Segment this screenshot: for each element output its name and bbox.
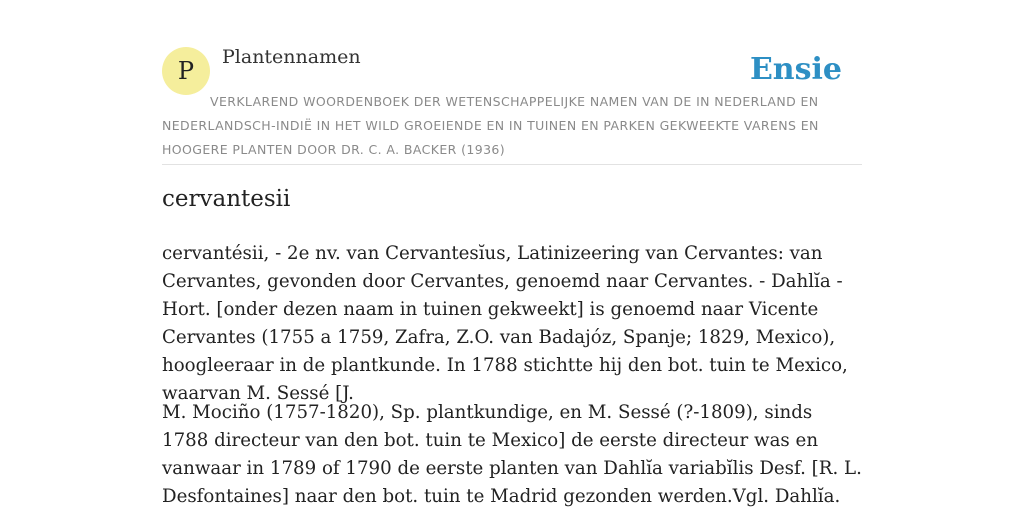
entry-headword: cervantesii xyxy=(162,186,291,212)
dictionary-name-link[interactable]: Plantennamen xyxy=(222,46,361,68)
dictionary-header xyxy=(162,0,862,165)
ensie-brand-link[interactable]: Ensie xyxy=(749,52,842,87)
page-container xyxy=(162,0,862,507)
entry-paragraph: M. Mociño (1757-1820), Sp. plantkundige, en M. Sessé (?-1809), sinds 1788 directeur van den bot. tuin te Mexico] de eerste directeur was en vanwaar in 1789 of 1790 de eerste planten van Dahlĭa variabĭlis Desf. [R. L. Desfontaines] naar den bot. tuin te Madrid gezonden werden.Vgl. Dahlĭa. xyxy=(162,402,862,507)
logo-letter: P xyxy=(177,57,195,85)
dictionary-logo[interactable] xyxy=(162,47,210,95)
dictionary-subtitle: VERKLAREND WOORDENBOEK DER WETENSCHAPPELIJKE NAMEN VAN DE IN NEDERLAND EN NEDERLANDSCH-INDIË IN HET WILD GROEIENDE EN IN TUINEN EN PARKEN GEKWEEKTE VARENS EN HOOGERE PLANTEN DOOR DR. C. A. BACKER (1936) xyxy=(162,94,819,157)
entry-paragraph: cervantésii, - 2e nv. van Cervantesĭus, Latinizeering van Cervantes: van Cervantes, gevonden door Cervantes, genoemd naar Cervantes. - Dahlĭa - Hort. [onder dezen naam in tuinen gekweekt] is genoemd naar Vicente Cervantes (1755 a 1759, Zafra, Z.O. van Badajóz, Spanje; 1829, Mexico), hoogleeraar in de plantkunde. In 1788 stichtte hij den bot. tuin te Mexico, waarvan M. Sessé [J. xyxy=(162,243,848,404)
